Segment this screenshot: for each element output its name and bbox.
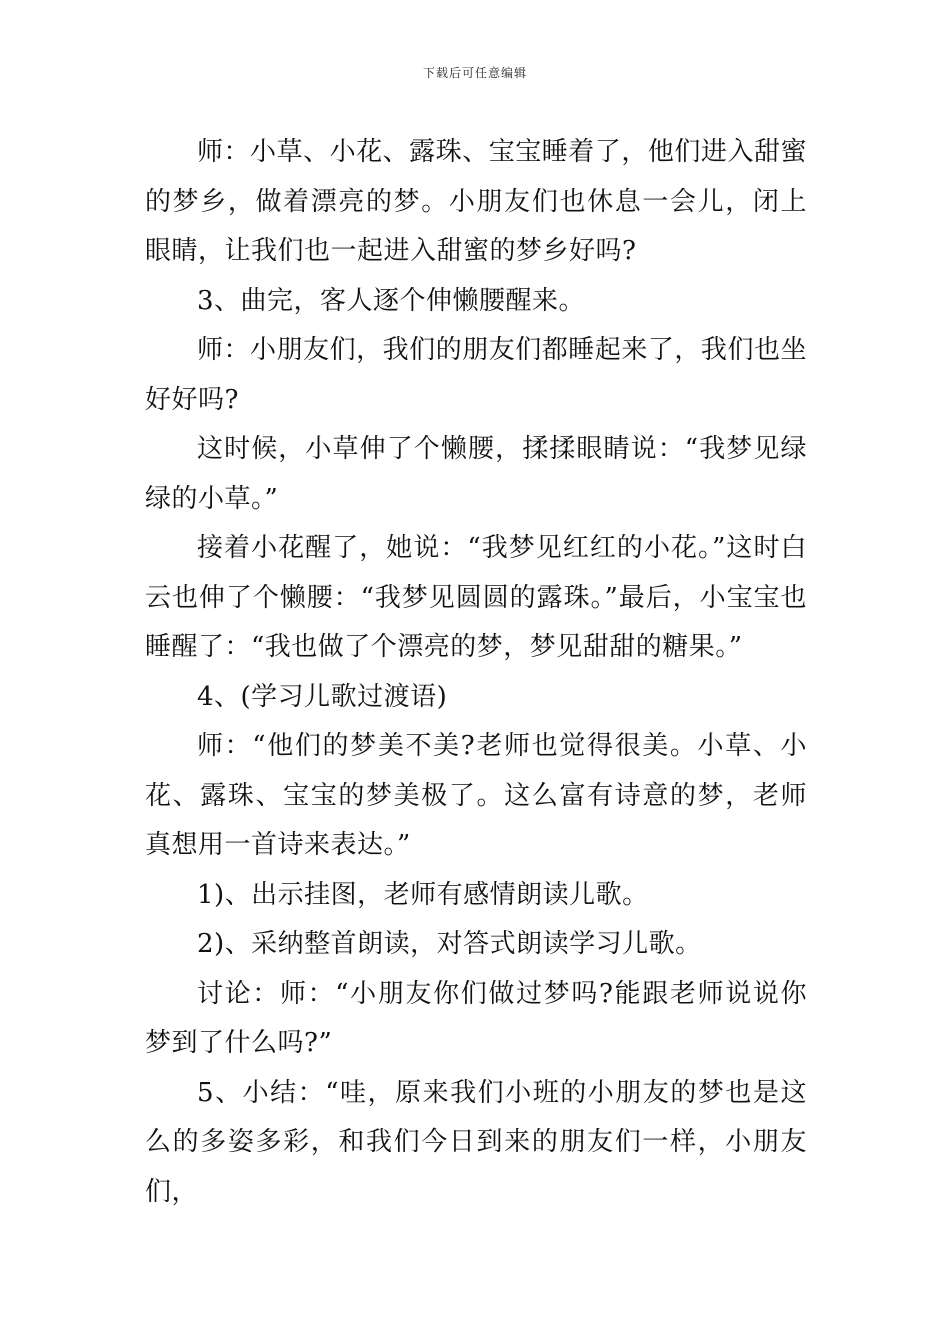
- paragraph-3: 师：小朋友们，我们的朋友们都睡起来了，我们也坐好好吗?: [145, 335, 807, 415]
- paragraph-7: 师：“他们的梦美不美?老师也觉得很美。小草、小花、露珠、宝宝的梦美极了。这么富有诗意的梦，老师真想用一首诗来表达。”: [145, 731, 807, 860]
- paragraph-10: 讨论：师：“小朋友你们做过梦吗?能跟老师说说你梦到了什么吗?”: [145, 978, 807, 1058]
- paragraph-9: 2)、采纳整首朗读，对答式朗读学习儿歌。: [197, 929, 702, 959]
- paragraph-4: 这时候，小草伸了个懒腰，揉揉眼睛说：“我梦见绿绿的小草。”: [145, 434, 807, 514]
- paragraph-2: 3、曲完，客人逐个伸懒腰醒来。: [197, 285, 586, 316]
- paragraph-6: 4、(学习儿歌过渡语): [197, 681, 448, 712]
- paragraph-1: 师：小草、小花、露珠、宝宝睡着了，他们进入甜蜜的梦乡，做着漂亮的梦。小朋友们也休息一会儿，闭上眼睛，让我们也一起进入甜蜜的梦乡好吗?: [145, 137, 807, 266]
- paragraph-8: 1)、出示挂图，老师有感情朗读儿歌。: [197, 879, 649, 910]
- paragraph-5: 接着小花醒了，她说：“我梦见红红的小花。”这时白云也伸了个懒腰：“我梦见圆圆的露珠。”最后，小宝宝也睡醒了：“我也做了个漂亮的梦，梦见甜甜的糖果。”: [145, 533, 807, 662]
- document-body: [145, 128, 807, 1217]
- page-header: 下载后可任意编辑: [422, 66, 527, 80]
- paragraph-11: 5、小结：“哇，原来我们小班的小朋友的梦也是这么的多姿多彩，和我们今日到来的朋友们一样，小朋友们，: [145, 1077, 807, 1207]
